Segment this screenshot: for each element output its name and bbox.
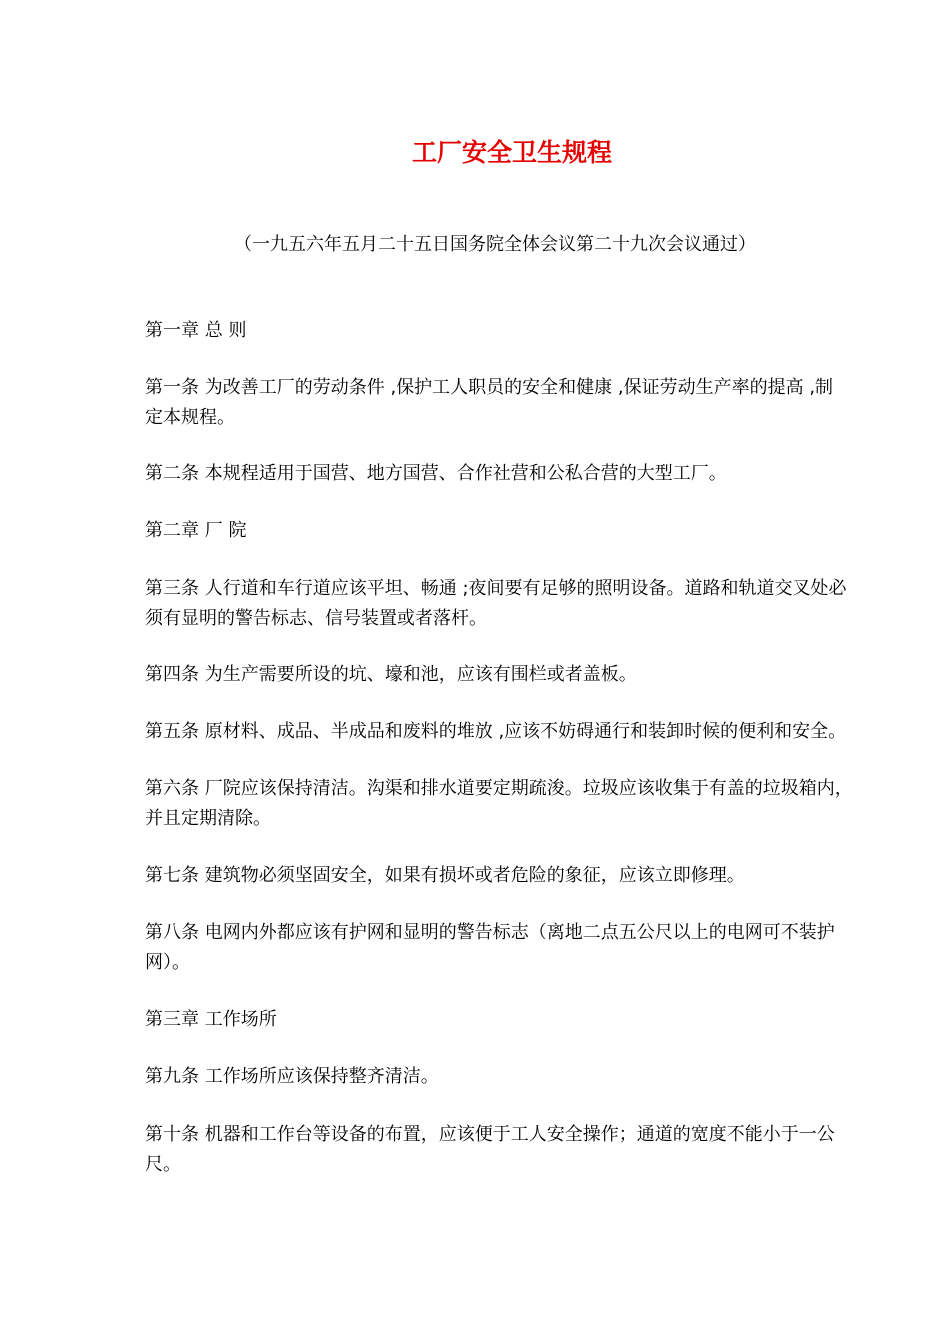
text-line: 第一章 总 则	[145, 320, 247, 341]
text-line: 尺。	[145, 1154, 181, 1175]
text-line: 第三条 人行道和车行道应该平坦、畅通 ;夜间要有足够的照明设备。道路和轨道交叉处必	[145, 578, 847, 599]
text-line: 第九条 工作场所应该保持整齐清洁。	[145, 1066, 439, 1087]
document-subtitle: （一九五六年五月二十五日国务院全体会议第二十九次会议通过）	[234, 234, 756, 255]
text-line: 第一条 为改善工厂的劳动条件 ,保护工人职员的安全和健康 ,保证劳动生产率的提高 ,制	[145, 377, 834, 398]
text-line: 第四条 为生产需要所设的坑、壕和池，应该有围栏或者盖板。	[145, 664, 637, 685]
document-title: 工厂安全卫生规程	[411, 138, 612, 167]
article-paragraph	[145, 774, 880, 834]
article-paragraph	[145, 373, 880, 433]
text-line: 第十条 机器和工作台等设备的布置，应该便于工人安全操作；通道的宽度不能小于一公	[145, 1124, 835, 1145]
chapter-heading	[145, 516, 880, 546]
article-paragraph	[145, 1062, 880, 1092]
article-paragraph	[145, 1120, 880, 1180]
text-line: 网）。	[145, 952, 190, 973]
text-line: 定本规程。	[145, 407, 235, 428]
text-line: 第六条 厂院应该保持清洁。沟渠和排水道要定期疏浚。垃圾应该收集于有盖的垃圾箱内，	[145, 778, 853, 799]
text-line: 第八条 电网内外都应该有护网和显明的警告标志（离地二点五公尺以上的电网可不装护	[145, 922, 835, 943]
article-paragraph	[145, 918, 880, 978]
article-paragraph	[145, 660, 880, 690]
chapter-heading	[145, 1005, 880, 1035]
text-line: 第七条 建筑物必须坚固安全，如果有损坏或者危险的象征，应该立即修理。	[145, 865, 745, 886]
text-line: 第二章 厂 院	[145, 520, 247, 541]
article-paragraph	[145, 574, 880, 634]
article-paragraph	[145, 459, 880, 489]
text-line: 第五条 原材料、成品、半成品和废料的堆放 ,应该不妨碍通行和装卸时候的便利和安全。	[145, 721, 847, 742]
text-line: 并且定期清除。	[145, 808, 271, 829]
text-line: 须有显明的警告标志、信号装置或者落杆。	[145, 608, 487, 629]
article-paragraph	[145, 717, 880, 747]
text-line: 第三章 工作场所	[145, 1009, 277, 1030]
article-paragraph	[145, 861, 880, 891]
chapter-heading	[145, 316, 880, 346]
text-line: 第二条 本规程适用于国营、地方国营、合作社营和公私合营的大型工厂。	[145, 463, 727, 484]
